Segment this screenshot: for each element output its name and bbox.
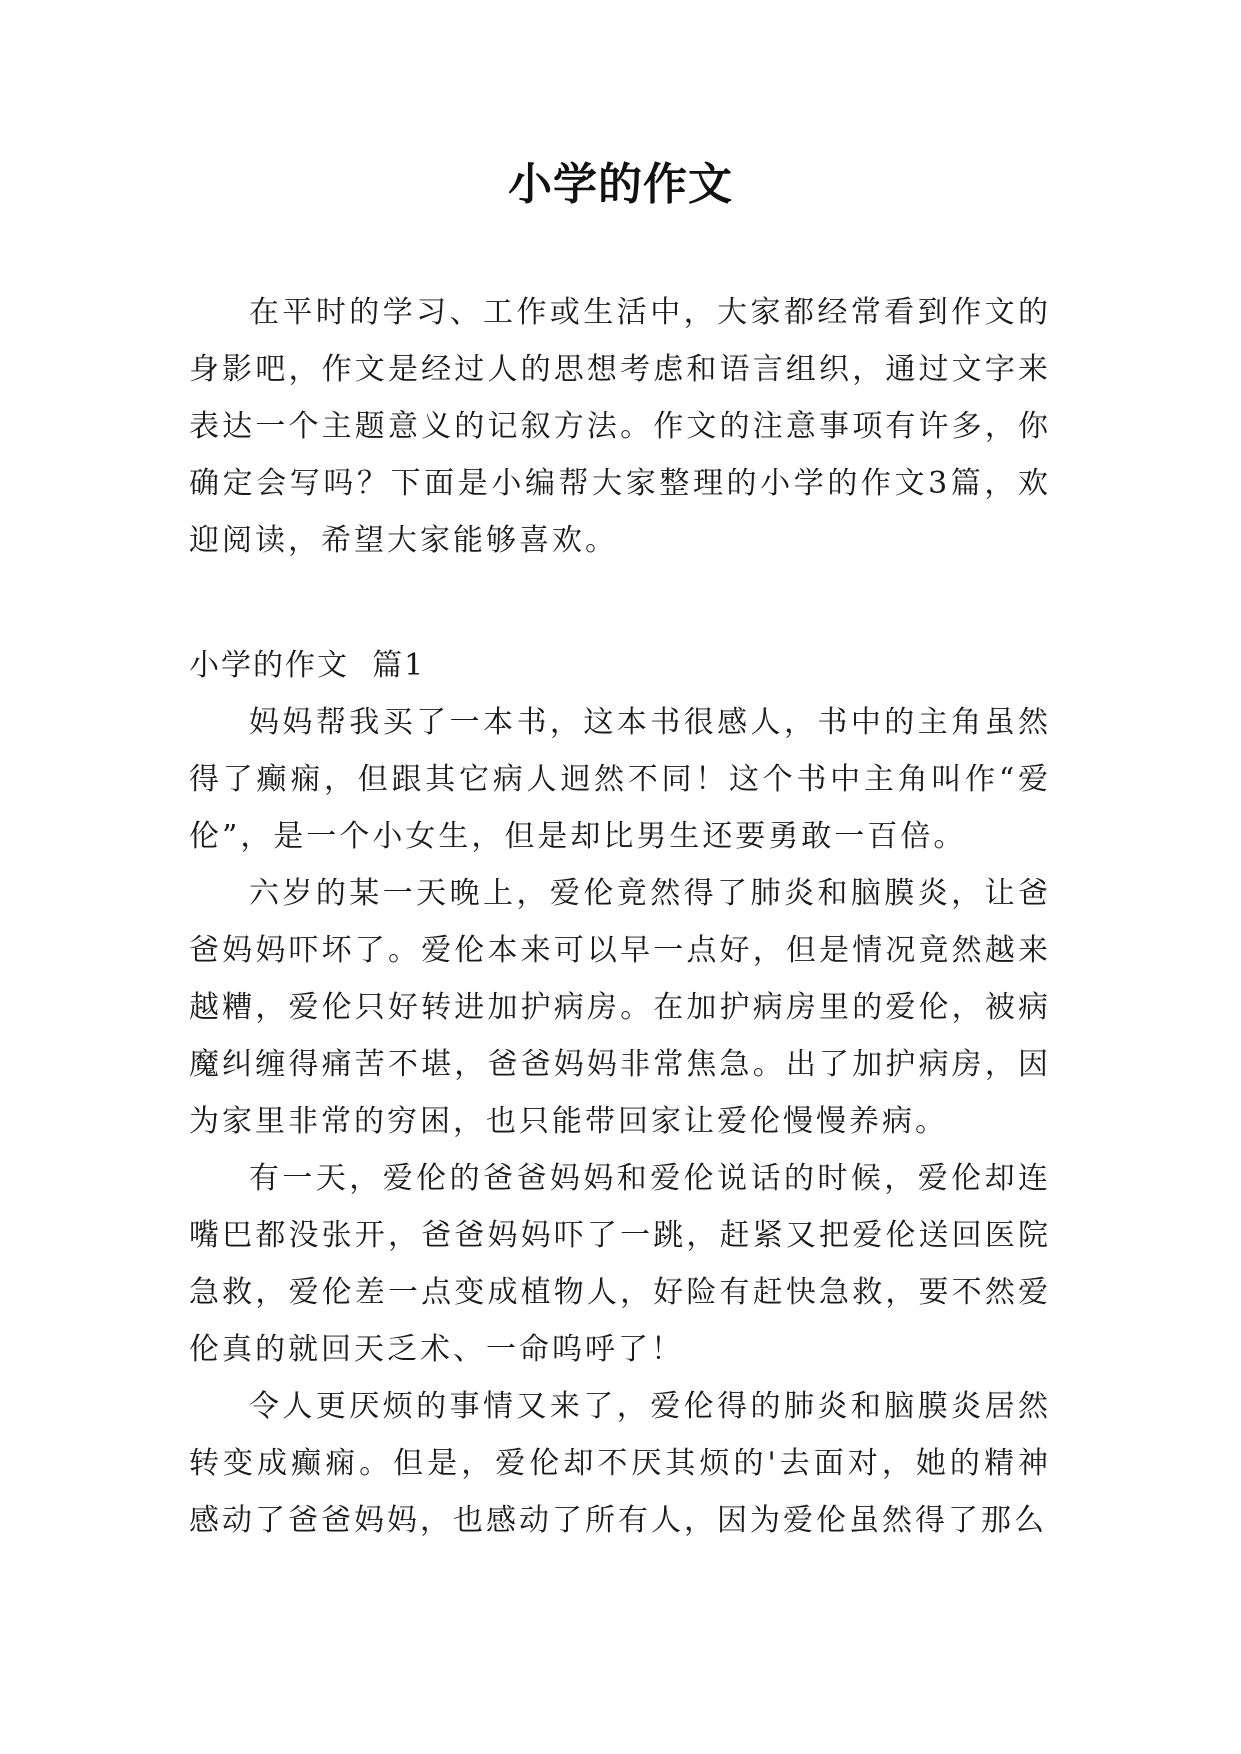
body-paragraph-3: 有一天，爱伦的爸爸妈妈和爱伦说话的时候，爱伦却连嘴巴都没张开，爸爸妈妈吓了一跳，赶紧又把爱伦送回医院急救，爱伦差一点变成植物人，好险有赶快急救，要不然爱伦真的就回天乏术、一命呜呼了！ <box>189 1161 1051 1367</box>
document-body <box>189 284 1051 1549</box>
body-paragraph-4: 令人更厌烦的事情又来了，爱伦得的肺炎和脑膜炎居然转变成癫痫。但是，爱伦却不厌其烦的'去面对，她的精神感动了爸爸妈妈，也感动了所有人，因为爱伦虽然得了那么 <box>189 1389 1051 1538</box>
body-paragraph-2: 六岁的某一天晚上，爱伦竟然得了肺炎和脑膜炎，让爸爸妈妈吓坏了。爱伦本来可以早一点好，但是情况竟然越来越糟，爱伦只好转进加护病房。在加护病房里的爱伦，被病魔纠缠得痛苦不堪，爸爸妈妈非常焦急。出了加护病房，因为家里非常的穷困，也只能带回家让爱伦慢慢养病。 <box>189 876 1051 1139</box>
section-heading: 小学的作文 篇1 <box>189 648 426 683</box>
intro-paragraph: 在平时的学习、工作或生活中，大家都经常看到作文的身影吧，作文是经过人的思想考虑和语言组织，通过文字来表达一个主题意义的记叙方法。作文的注意事项有许多，你确定会写吗？下面是小编帮大家整理的小学的作文3篇，欢迎阅读，希望大家能够喜欢。 <box>189 295 1051 558</box>
document-title: 小学的作文 <box>508 159 733 210</box>
body-paragraph-1: 妈妈帮我买了一本书，这本书很感人，书中的主角虽然得了癫痫，但跟其它病人迥然不同！这个书中主角叫作“爱伦”，是一个小女生，但是却比男生还要勇敢一百倍。 <box>189 705 1051 854</box>
